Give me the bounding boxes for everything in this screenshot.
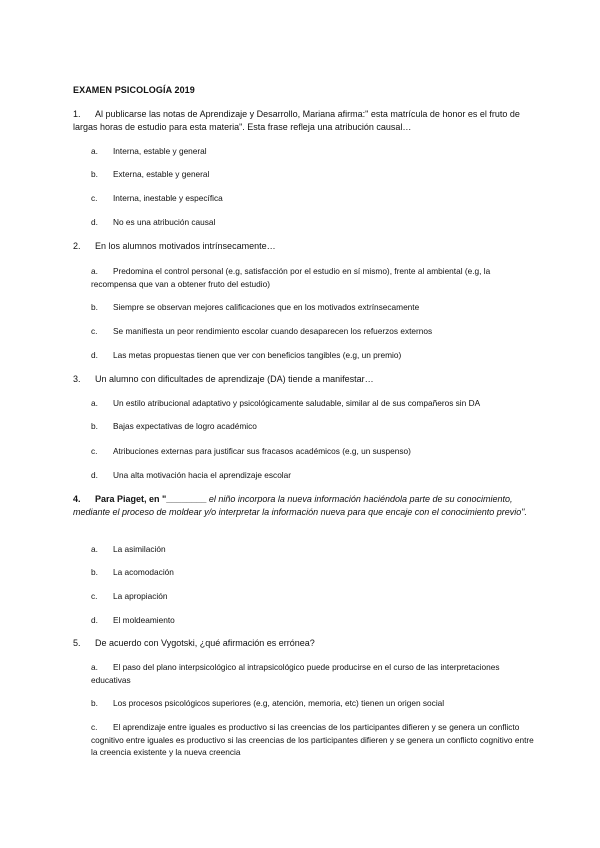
option-2b: [91, 301, 536, 314]
option-letter: c.: [91, 591, 98, 601]
question-number: 4.: [73, 494, 81, 504]
option-4a: [91, 543, 536, 556]
option-text: No es una atribución causal: [113, 217, 216, 227]
option-text: Interna, inestable y específica: [113, 193, 223, 203]
option-text: La asimilación: [113, 544, 166, 554]
option-letter: b.: [91, 698, 98, 708]
option-letter: a.: [91, 544, 98, 554]
option-3a: [91, 397, 536, 410]
option-letter: c.: [91, 326, 98, 336]
question-italic-text: el niño incorpora la nueva información haciéndola parte de su conocimiento, mediante el proceso de moldear y/o interpretar la información nueva para que encaje con el conocimiento previo".: [73, 494, 527, 517]
question-number: 5.: [73, 638, 81, 648]
question-text: Un alumno con dificultades de aprendizaje (DA) tiende a manifestar…: [95, 374, 374, 384]
option-text: Un estilo atribucional adaptativo y psicológicamente saludable, similar al de sus compañeros sin DA: [113, 398, 481, 408]
question-3: [73, 373, 533, 386]
option-text: El paso del plano interpsicológico al intrapsicológico puede producirse en el curso de las interpretaciones educativas: [91, 662, 500, 685]
option-text: Interna, estable y general: [113, 146, 207, 156]
option-5a: [91, 661, 536, 686]
question-4: [73, 493, 533, 519]
question-text: En los alumnos motivados intrínsecamente…: [95, 241, 276, 251]
option-text: La acomodación: [113, 567, 174, 577]
option-letter: d.: [91, 350, 98, 360]
option-letter: b.: [91, 169, 98, 179]
option-text: Se manifiesta un peor rendimiento escolar cuando desaparecen los refuerzos externos: [113, 326, 433, 336]
option-letter: d.: [91, 615, 98, 625]
question-2: [73, 240, 533, 253]
option-letter: b.: [91, 567, 98, 577]
option-3d: [91, 469, 536, 482]
option-text: Externa, estable y general: [113, 169, 210, 179]
option-letter: d.: [91, 217, 98, 227]
option-text: Las metas propuestas tienen que ver con beneficios tangibles (e.g, un premio): [113, 350, 402, 360]
option-letter: c.: [91, 193, 98, 203]
exam-title: EXAMEN PSICOLOGÍA 2019: [73, 85, 195, 95]
option-1a: [91, 145, 536, 158]
question-number: 3.: [73, 374, 81, 384]
question-number: 1.: [73, 109, 81, 119]
option-4c: [91, 590, 536, 603]
option-text: Predomina el control personal (e.g, satisfacción por el estudio en sí mismo), frente al ambiental (e.g, la recompensa que van a obtener fruto del estudio): [91, 266, 491, 289]
option-1b: [91, 168, 536, 181]
option-text: Bajas expectativas de logro académico: [113, 421, 257, 431]
question-lead: Para Piaget, en "________: [95, 494, 207, 504]
option-2a: [91, 265, 536, 290]
option-letter: b.: [91, 302, 98, 312]
option-1c: [91, 192, 536, 205]
option-2c: [91, 325, 536, 338]
question-text: De acuerdo con Vygotski, ¿qué afirmación es errónea?: [95, 638, 315, 648]
option-letter: a.: [91, 146, 98, 156]
option-text: Una alta motivación hacia el aprendizaje escolar: [113, 470, 292, 480]
option-3c: [91, 445, 536, 458]
option-2d: [91, 349, 536, 362]
option-text: Atribuciones externas para justificar sus fracasos académicos (e.g, un suspenso): [113, 446, 411, 456]
option-text: La apropiación: [113, 591, 168, 601]
option-5c: [91, 721, 536, 759]
option-letter: d.: [91, 470, 98, 480]
option-letter: a.: [91, 662, 98, 672]
option-text: El moldeamiento: [113, 615, 175, 625]
option-letter: b.: [91, 421, 98, 431]
option-text: Siempre se observan mejores calificaciones que en los motivados extrínsecamente: [113, 302, 420, 312]
option-letter: c.: [91, 722, 98, 732]
question-5: [73, 637, 533, 650]
option-text: El aprendizaje entre iguales es productivo si las creencias de los participantes difieren y se genera un conflicto cognitivo entre iguales es productivo si las creencias de los participantes difieren y se genera un conflicto cognitivo entre la creencia existente y la nueva creencia: [91, 722, 534, 757]
option-letter: a.: [91, 266, 98, 276]
option-1d: [91, 216, 536, 229]
question-number: 2.: [73, 241, 81, 251]
option-letter: a.: [91, 398, 98, 408]
question-1: [73, 108, 533, 134]
option-4d: [91, 614, 536, 627]
option-4b: [91, 566, 536, 579]
option-5b: [91, 697, 536, 710]
option-3b: [91, 420, 536, 433]
question-text: Al publicarse las notas de Aprendizaje y Desarrollo, Mariana afirma:" esta matrícula de honor es el fruto de largas horas de estudio para esta materia". Esta frase refleja una atribución causal…: [73, 109, 520, 132]
option-letter: c.: [91, 446, 98, 456]
option-text: Los procesos psicológicos superiores (e.g, atención, memoria, etc) tienen un origen social: [113, 698, 445, 708]
